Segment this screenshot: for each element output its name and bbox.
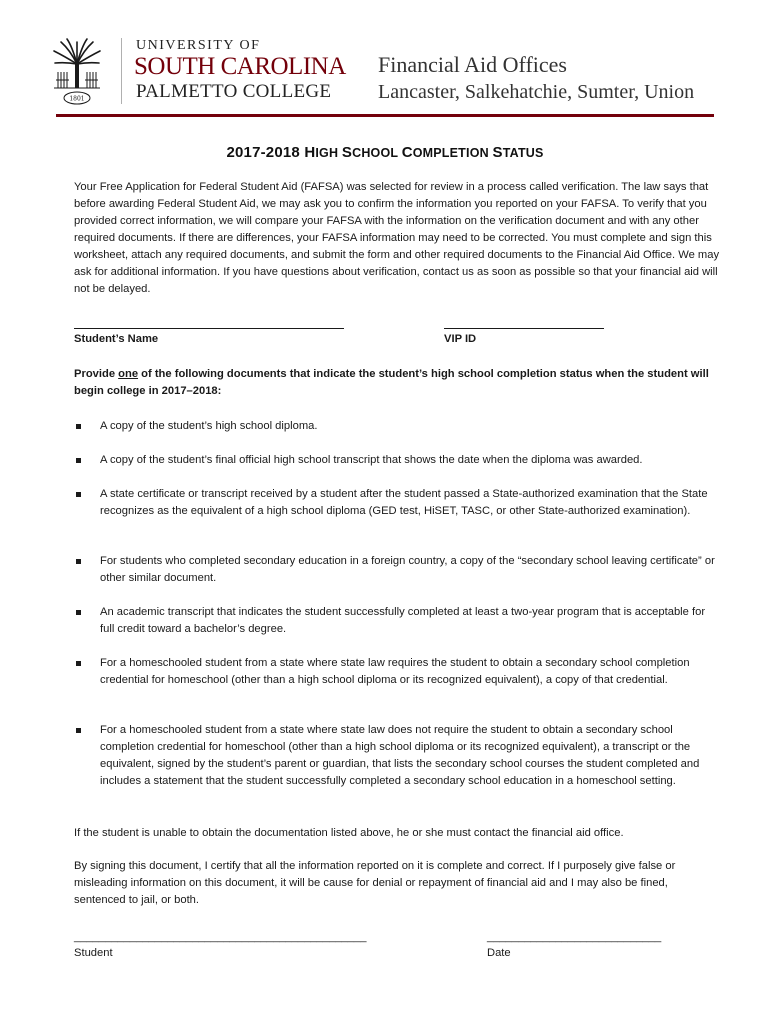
date-signature-line[interactable]: ____________________________ [487,931,662,943]
student-signature-line[interactable]: _______________________________________________ [74,931,367,943]
unable-paragraph: If the student is unable to obtain the documentation listed above, he or she must contact the financial aid office. [74,827,624,839]
vip-id-label: VIP ID [444,333,477,345]
bullet-icon [76,492,81,497]
vip-id-line[interactable] [444,328,604,329]
bullet-icon [76,424,81,429]
certification-paragraph: By signing this document, I certify that all the information reported on it is complete and correct. If I purposely give false or misleading information on this document, it will be cause for denial or repayment of financial aid and I may also be fined, sentenced to jail, or both. [74,860,676,906]
header-rule [56,114,714,117]
instructions: Provide one of the following documents that indicate the student’s high school completion status when the student will begin college in 2017–2018: [74,368,709,397]
document-title: 2017-2018 HIGH SCHOOL COMPLETION STATUS [226,144,544,161]
bullet-icon [76,458,81,463]
bullet-icon [76,728,81,733]
bullet-icon [76,661,81,666]
palmetto-logo-icon [52,36,102,108]
bullet-icon [76,610,81,615]
seal-year: 1801 [69,95,85,103]
student-name-label: Student’s Name [74,333,159,345]
student-signature-label: Student [74,947,113,959]
university-line-3: PALMETTO COLLEGE [136,81,332,102]
office-title: Financial Aid Offices [378,52,567,77]
university-line-2: SOUTH CAROLINA [134,53,346,80]
bullet-icon [76,559,81,564]
logo-divider [121,38,122,104]
office-campuses: Lancaster, Salkehatchie, Sumter, Union [378,81,695,103]
date-signature-label: Date [487,947,511,959]
student-name-line[interactable] [74,328,344,329]
university-line-1: UNIVERSITY OF [136,38,261,53]
intro-paragraph: Your Free Application for Federal Student Aid (FAFSA) was selected for review in a process called verification. The law says that before awarding Federal Student Aid, we may ask you to confirm the information you reported on your FAFSA. To verify that you provided correct information, we will compare your FAFSA with the information on the verification document and with any other required documents. If there are differences, your FAFSA information may need to be corrected. You must complete and sign this worksheet, attach any required documents, and submit the form and other required documents to the Financial Aid Office. We may ask for additional information. If you have questions about verification, contact us as soon as possible so that your financial aid will not be delayed. [74,181,720,295]
